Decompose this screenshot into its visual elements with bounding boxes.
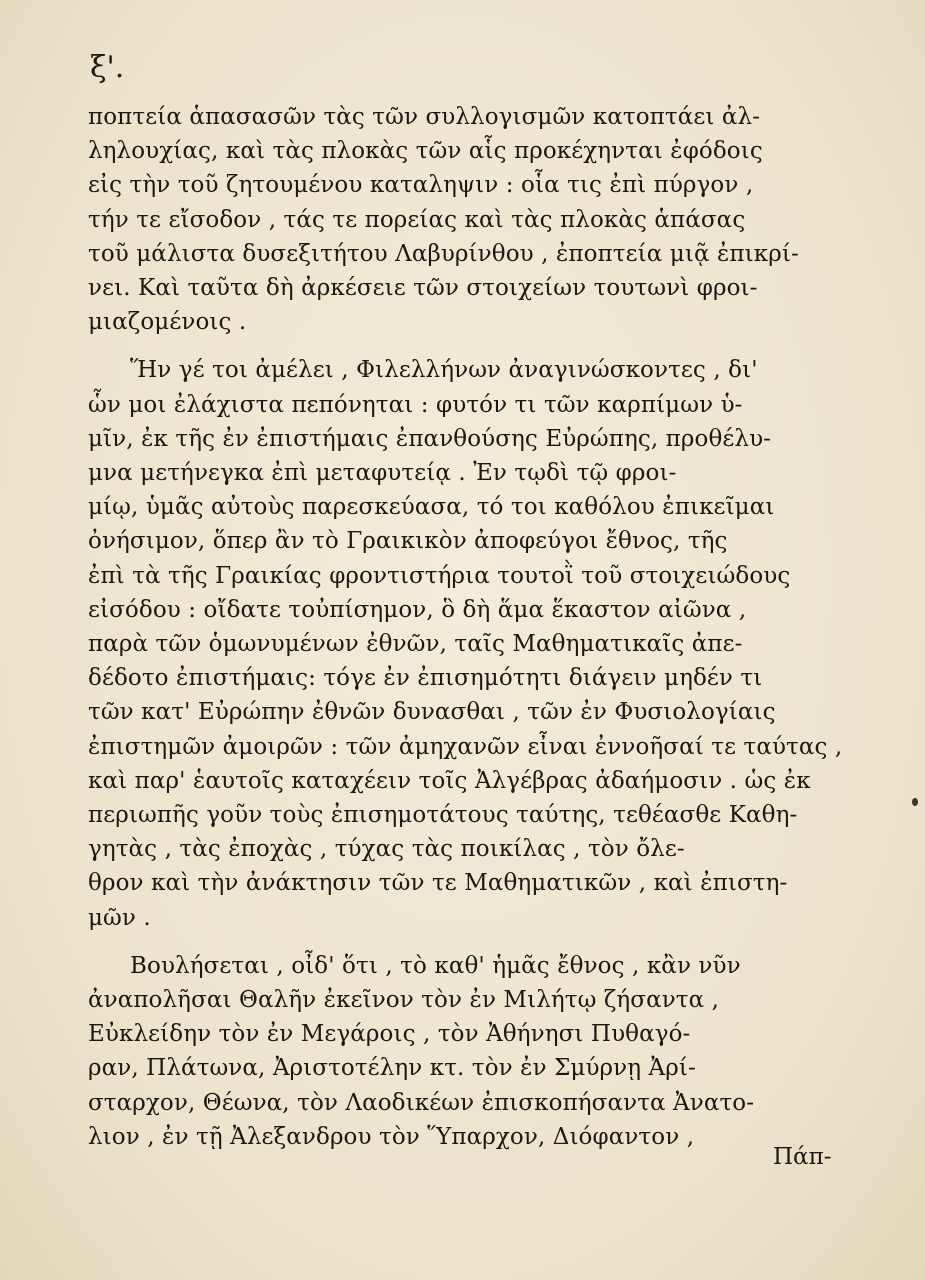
text-line: τοῦ μάλιστα δυσεξιτήτου Λαβυρίνθου , ἐποπτεία μιᾷ ἐπικρί- [88,240,799,267]
text-line: τῶν κατ' Εὐρώπην ἐθνῶν δυνασθαι , τῶν ἐν Φυσιολογίαις [88,699,776,726]
text-line: ληλουχίας, καὶ τὰς πλοκὰς τῶν αἷς προκέχηνται ἐφόδοις [88,138,763,165]
text-line: μίῳ, ὑμᾶς αὐτοὺς παρεσκεύασα, τό τοι καθόλου ἐπικεῖμαι [88,494,775,521]
text-line: ἐπὶ τὰ τῆς Γραικίας φροντιστήρια τουτοῒ τοῦ στοιχειώδους [88,562,791,589]
text-line: εἰς τὴν τοῦ ζητουμένου καταληψιν : οἷα τις ἐπὶ πύργον , [88,172,754,199]
text-line: καὶ παρ' ἑαυτοῖς καταχέειν τοῖς Ἀλγέβρας ἀδαήμοσιν . ὡς ἐκ [88,767,811,794]
text-line: ὧν μοι ἐλάχιστα πεπόνηται : φυτόν τι τῶν καρπίμων ὑ- [88,391,743,418]
text-line: θρον καὶ τὴν ἀνάκτησιν τῶν τε Μαθηματικῶν , καὶ ἐπιστη- [88,870,788,897]
text-line: περιωπῆς γοῦν τοὺς ἐπισημοτάτους ταύτης, τεθέασθε Καθη- [88,802,798,829]
text-line: ποπτεία ἁπασασῶν τὰς τῶν συλλογισμῶν κατοπτάει ἀλ- [88,104,761,130]
text-line: Βουλήσεται , οἶδ' ὅτι , τὸ καθ' ἡμᾶς ἔθνος , κἂν νῦν [130,952,741,979]
text-line: μῖν, ἐκ τῆς ἐν ἐπιστήμαις ἐπανθούσης Εὐρώπης, προθέλυ- [88,425,772,452]
text-line: ραν, Πλάτωνα, Ἀριστοτέλην κτ. τὸν ἐν Σμύρνῃ Ἀρί- [88,1055,696,1082]
text-line: σταρχον, Θέωνα, τὸν Λαοδικέων ἐπισκοπήσαντα Ἀνατο- [88,1089,755,1116]
text-line: λιον , ἐν τῇ Ἀλεξανδρου τὸν Ὕπαρχον, Διόφαντον , [88,1123,695,1150]
page-number: ξ'. [90,50,125,85]
text-line: Εὐκλείδην τὸν ἐν Μεγάροις , τὸν Ἀθήνησι Πυθαγό- [88,1021,691,1048]
paragraph-gap [88,339,863,353]
text-line: εἰσόδου : οἴδατε τοὐπίσημον, ὃ δὴ ἅμα ἕκαστον αἰῶνα , [88,596,747,623]
text-line: ἀναπολῆσαι Θαλῆν ἐκεῖνον τὸν ἐν Μιλήτῳ ζήσαντα , [88,987,720,1014]
text-line: ὀνήσιμον, ὅπερ ἂν τὸ Γραικικὸν ἀποφεύγοι ἔθνος, τῆς [88,528,728,555]
text-line: νει. Καὶ ταῦτα δὴ ἀρκέσειε τῶν στοιχείων τουτωνὶ φροι- [88,275,758,302]
text-line: παρὰ τῶν ὁμωνυμένων ἐθνῶν, ταῖς Μαθηματικαῖς ἀπε- [88,631,743,658]
margin-ink-spot [912,798,918,806]
text-line: μιαζομένοις . [88,309,247,336]
text-line: ἐπιστημῶν ἀμοιρῶν : τῶν ἀμηχανῶν εἶναι ἐννοῆσαί τε ταύτας , [88,733,843,760]
text-line: μνα μετήνεγκα ἐπὶ μεταφυτείᾳ . Ἐν τῳδὶ τῷ φροι- [88,460,677,487]
text-line: Ἥν γέ τοι ἀμέλει , Φιλελλήνων ἀναγινώσκοντες , δι' [130,357,758,384]
text-line: τήν τε εἴσοδον , τάς τε πορείας καὶ τὰς πλοκὰς ἁπάσας [88,206,746,233]
body-text [88,100,863,1154]
paragraph-gap [88,935,863,949]
text-line: γητὰς , τὰς ἐποχὰς , τύχας τὰς ποικίλας , τὸν ὄλε- [88,836,685,863]
text-line: δέδοτο ἐπιστήμαις: τόγε ἐν ἐπισημότητι διάγειν μηδέν τι [88,665,763,692]
text-line: μῶν . [88,904,151,931]
catchword: Πάπ- [773,1144,832,1170]
